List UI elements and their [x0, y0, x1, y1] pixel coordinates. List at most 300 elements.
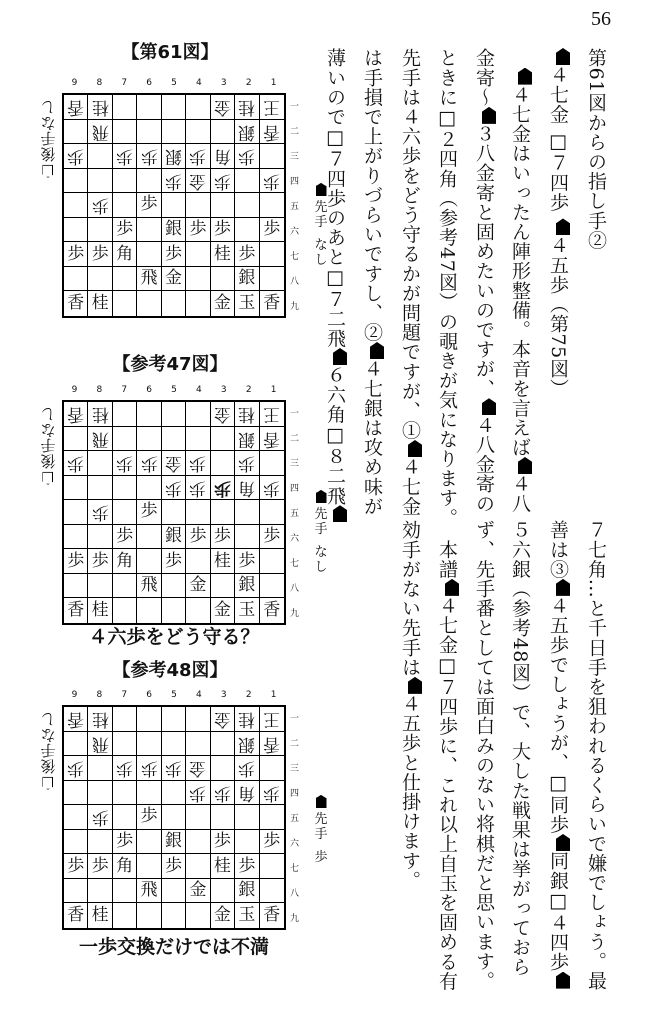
board-square — [113, 854, 137, 879]
board-square — [235, 598, 259, 623]
file-label: 4 — [196, 385, 202, 395]
gote-piece: 桂 — [238, 97, 256, 118]
board-square — [113, 427, 137, 452]
rank-label: 四 — [290, 177, 300, 187]
gote-piece: 飛 — [91, 121, 109, 142]
gote-piece: 歩 — [263, 477, 281, 498]
file-label: 2 — [245, 690, 252, 700]
board-square — [137, 144, 161, 169]
diagram-subcaption: ４六歩をどう守る？ — [88, 626, 260, 648]
sente-piece: 飛 — [140, 575, 158, 596]
board-square — [113, 242, 137, 267]
gote-piece: 歩 — [116, 453, 134, 474]
board-square — [186, 218, 210, 243]
board-square — [260, 427, 284, 452]
board-square — [235, 756, 259, 781]
board-square — [235, 525, 259, 550]
board-square — [211, 144, 235, 169]
sente-marker-icon — [482, 398, 496, 415]
rank-label: 六 — [290, 227, 300, 237]
board-square — [260, 756, 284, 781]
board-square — [113, 549, 137, 574]
gote-piece: 歩 — [140, 758, 158, 779]
sente-piece: 香 — [67, 600, 85, 621]
board-square — [186, 525, 210, 550]
sente-piece: 歩 — [67, 550, 85, 571]
board-square — [211, 598, 235, 623]
gote-marker-icon — [43, 165, 54, 178]
board-square — [211, 756, 235, 781]
gote-piece: 角 — [213, 146, 231, 167]
board-square — [235, 218, 259, 243]
hand-char: し — [40, 404, 56, 423]
board-square — [211, 218, 235, 243]
board-square — [211, 451, 235, 476]
gote-piece: 香 — [67, 709, 85, 730]
gote-piece: 金 — [213, 709, 231, 730]
rank-label: 四 — [290, 484, 300, 494]
board-square — [162, 903, 186, 928]
sente-piece: 玉 — [238, 905, 256, 926]
file-label: 8 — [96, 78, 103, 88]
sente-marker-icon — [333, 348, 347, 365]
rank-label: 一 — [290, 714, 300, 724]
sente-piece: 歩 — [116, 219, 134, 240]
sente-piece: 角 — [116, 243, 134, 264]
gote-piece: 香 — [67, 97, 85, 118]
board-square — [137, 169, 161, 194]
diagram-caption: 【参考48図】 — [112, 660, 228, 681]
board-square — [88, 805, 112, 830]
board-square — [211, 781, 235, 806]
file-label: 8 — [96, 690, 103, 700]
sente-marker-icon — [556, 834, 570, 851]
board-square — [88, 291, 112, 316]
board-square — [162, 732, 186, 757]
board-square — [64, 879, 88, 904]
sente-piece: 歩 — [213, 526, 231, 547]
board-square — [64, 574, 88, 599]
rank-label: 九 — [290, 609, 300, 619]
board-square — [64, 549, 88, 574]
rank-label: 三 — [290, 152, 300, 162]
gote-marker-icon — [43, 777, 54, 790]
board-square — [235, 291, 259, 316]
board-square — [113, 451, 137, 476]
sente-hand — [312, 795, 330, 866]
gote-piece: 金 — [213, 97, 231, 118]
gote-piece: 歩 — [238, 758, 256, 779]
hand-char: し — [314, 559, 328, 575]
board-square — [88, 549, 112, 574]
gote-piece: 角 — [238, 477, 256, 498]
file-label: 9 — [71, 385, 78, 395]
file-label: 5 — [171, 385, 177, 395]
board-square — [88, 854, 112, 879]
sente-piece: 角 — [116, 550, 134, 571]
board-square — [137, 267, 161, 292]
board-square — [186, 402, 210, 427]
sente-piece: 歩 — [67, 855, 85, 876]
board-square — [186, 549, 210, 574]
board-square — [64, 402, 88, 427]
gote-piece: 歩 — [263, 170, 281, 191]
board-square — [211, 242, 235, 267]
gote-piece: 歩 — [164, 758, 182, 779]
file-label: 5 — [171, 690, 177, 700]
gote-piece: 桂 — [238, 709, 256, 730]
board-square — [162, 854, 186, 879]
board-square — [260, 903, 284, 928]
sente-piece: 桂 — [91, 293, 109, 314]
board-square — [64, 805, 88, 830]
board-square — [235, 805, 259, 830]
board-square — [162, 707, 186, 732]
board-square — [162, 169, 186, 194]
board-square — [235, 193, 259, 218]
sente-piece: 銀 — [238, 575, 256, 596]
board-square — [260, 549, 284, 574]
board-square — [64, 169, 88, 194]
file-label: 2 — [245, 385, 252, 395]
board-square — [113, 903, 137, 928]
sente-piece: 銀 — [164, 526, 182, 547]
board-square — [137, 242, 161, 267]
board-square — [211, 402, 235, 427]
gote-piece: 歩 — [67, 758, 85, 779]
board-square — [162, 218, 186, 243]
board-square — [260, 242, 284, 267]
text-column: 第61図からの指し手② — [585, 48, 607, 250]
board-square — [64, 242, 88, 267]
gote-piece: 歩 — [116, 758, 134, 779]
board-square — [64, 267, 88, 292]
board-square — [235, 879, 259, 904]
gote-piece: 歩 — [91, 195, 109, 216]
board-square — [186, 781, 210, 806]
gote-piece: 銀 — [238, 733, 256, 754]
board-square — [88, 500, 112, 525]
board-square — [235, 732, 259, 757]
gote-piece: 歩 — [140, 453, 158, 474]
text-column: ７七角…と千日手を狙われるくらいで嫌でしょう。最 — [585, 520, 607, 991]
board-square — [162, 291, 186, 316]
shogi-diagram — [18, 690, 328, 930]
rank-labels — [290, 93, 304, 318]
shogi-diagram — [18, 385, 328, 625]
sente-piece: 歩 — [116, 831, 134, 852]
board-square — [113, 193, 137, 218]
board-square — [64, 500, 88, 525]
board-square — [162, 95, 186, 120]
rank-label: 五 — [290, 509, 300, 519]
hand-char: な — [314, 544, 328, 560]
board-square — [64, 854, 88, 879]
board-square — [211, 169, 235, 194]
board-square — [88, 707, 112, 732]
sente-piece: 歩 — [91, 550, 109, 571]
board-square — [64, 95, 88, 120]
board-square — [186, 169, 210, 194]
board-square — [186, 756, 210, 781]
gote-piece: 金 — [213, 404, 231, 425]
board-square — [88, 193, 112, 218]
board-square — [186, 144, 210, 169]
file-label: 1 — [270, 690, 277, 700]
board-square — [211, 879, 235, 904]
board-square — [162, 781, 186, 806]
text-column: ず、先手番としては面白みのない将棋だと思います。 — [473, 520, 495, 991]
board-square — [88, 830, 112, 855]
board-square — [113, 574, 137, 599]
board-square — [235, 781, 259, 806]
sente-marker-icon — [316, 795, 327, 808]
board-square — [186, 903, 210, 928]
rank-label: 二 — [290, 434, 300, 444]
rank-label: 七 — [290, 559, 300, 569]
board-square — [186, 291, 210, 316]
gote-piece: 歩 — [140, 146, 158, 167]
gote-piece: 歩 — [189, 477, 207, 498]
board-square — [137, 402, 161, 427]
gote-hand — [38, 98, 58, 178]
sente-piece: 香 — [263, 600, 281, 621]
board-square — [88, 95, 112, 120]
board-square — [113, 95, 137, 120]
board-square — [260, 95, 284, 120]
gote-piece: 歩 — [189, 782, 207, 803]
text-column: 本譜４七金□７四歩に、これ以上自玉を固める有 — [436, 520, 458, 991]
board-square — [211, 476, 235, 501]
hand-char: 後 — [40, 145, 56, 163]
board-square — [113, 830, 137, 855]
sente-piece: 金 — [189, 880, 207, 901]
sente-piece: 歩 — [263, 219, 281, 240]
board-square — [260, 525, 284, 550]
board-square — [235, 267, 259, 292]
hand-char: 後 — [40, 757, 56, 775]
gote-piece: 王 — [263, 97, 281, 118]
sente-piece: 金 — [213, 600, 231, 621]
board-square — [235, 549, 259, 574]
gote-piece: 歩 — [238, 146, 256, 167]
board-square — [211, 500, 235, 525]
gote-piece: 飛 — [91, 428, 109, 449]
gote-piece: 歩 — [213, 782, 231, 803]
board-square — [88, 732, 112, 757]
board-square — [211, 549, 235, 574]
board-square — [137, 854, 161, 879]
board-square — [186, 476, 210, 501]
board-square — [137, 476, 161, 501]
sente-piece: 歩 — [140, 194, 158, 215]
board-square — [260, 169, 284, 194]
text-column: は手損で上がりづらいですし、②４七銀は攻め味が — [361, 48, 383, 516]
board-square — [260, 451, 284, 476]
sente-piece: 角 — [116, 855, 134, 876]
gote-piece: 桂 — [91, 709, 109, 730]
board-square — [162, 756, 186, 781]
sente-marker-icon — [445, 579, 459, 596]
board-square — [211, 732, 235, 757]
hand-char: し — [314, 252, 328, 268]
board-square — [64, 781, 88, 806]
gote-piece: 歩 — [189, 453, 207, 474]
board-square — [162, 144, 186, 169]
diagram-caption: 【第61図】 — [121, 42, 219, 63]
board-square — [88, 451, 112, 476]
hand-char: し — [40, 97, 56, 116]
sente-piece: 桂 — [91, 600, 109, 621]
board-square — [260, 291, 284, 316]
sente-piece: 銀 — [164, 219, 182, 240]
board-square — [162, 193, 186, 218]
hand-char: な — [40, 725, 56, 744]
board-square — [64, 903, 88, 928]
sente-piece: 香 — [67, 293, 85, 314]
file-labels — [62, 385, 286, 399]
shogi-board — [62, 400, 286, 625]
board-square — [64, 707, 88, 732]
board-square — [137, 781, 161, 806]
board-square — [64, 218, 88, 243]
board-square — [260, 144, 284, 169]
board-square — [260, 574, 284, 599]
gote-piece: 歩 — [189, 146, 207, 167]
gote-piece: 歩 — [67, 453, 85, 474]
board-square — [137, 218, 161, 243]
sente-marker-icon — [408, 440, 422, 457]
hand-char: 先 — [314, 811, 328, 827]
board-square — [88, 169, 112, 194]
rank-label: 四 — [290, 789, 300, 799]
sente-marker-icon — [518, 457, 532, 474]
board-square — [162, 427, 186, 452]
board-square — [113, 267, 137, 292]
rank-label: 八 — [290, 277, 300, 287]
board-square — [260, 476, 284, 501]
sente-piece: 歩 — [116, 526, 134, 547]
board-square — [64, 451, 88, 476]
gote-piece: 銀 — [238, 428, 256, 449]
board-square — [162, 242, 186, 267]
gote-piece: 歩 — [116, 146, 134, 167]
sente-piece: 桂 — [91, 905, 109, 926]
board-square — [260, 193, 284, 218]
hand-char: し — [40, 709, 56, 728]
rank-label: 二 — [290, 739, 300, 749]
board-square — [235, 903, 259, 928]
board-square — [88, 242, 112, 267]
board-square — [186, 879, 210, 904]
board-square — [211, 830, 235, 855]
board-square — [64, 525, 88, 550]
gote-piece: 香 — [67, 404, 85, 425]
file-label: 1 — [270, 385, 277, 395]
sente-piece: 金 — [213, 905, 231, 926]
rank-label: 三 — [290, 764, 300, 774]
board-square — [137, 756, 161, 781]
board-square — [137, 291, 161, 316]
sente-piece: 歩 — [189, 219, 207, 240]
board-square — [186, 267, 210, 292]
board-square — [260, 732, 284, 757]
board-square — [113, 781, 137, 806]
file-label: 6 — [146, 385, 152, 395]
sente-marker-icon — [408, 677, 422, 694]
rank-label: 七 — [290, 864, 300, 874]
board-square — [113, 732, 137, 757]
board-square — [186, 732, 210, 757]
board-square — [64, 193, 88, 218]
board-square — [88, 120, 112, 145]
sente-marker-icon — [370, 342, 384, 359]
board-square — [260, 120, 284, 145]
board-square — [211, 903, 235, 928]
board-square — [260, 500, 284, 525]
board-square — [88, 267, 112, 292]
gote-piece: 王 — [263, 404, 281, 425]
board-square — [235, 707, 259, 732]
sente-piece: 香 — [263, 905, 281, 926]
diagram-caption: 【参考47図】 — [112, 354, 228, 375]
file-label: 9 — [71, 690, 78, 700]
hand-char: な — [314, 237, 328, 253]
board-square — [162, 402, 186, 427]
board-square — [260, 598, 284, 623]
gote-piece: 歩 — [67, 146, 85, 167]
board-square — [88, 781, 112, 806]
rank-label: 一 — [290, 409, 300, 419]
board-square — [137, 525, 161, 550]
text-column: ４七金 □７四歩 ４五歩（第75図） — [548, 48, 570, 398]
board-square — [235, 854, 259, 879]
board-square — [162, 549, 186, 574]
board-square — [137, 598, 161, 623]
file-labels — [62, 690, 286, 704]
sente-piece: 玉 — [238, 293, 256, 314]
board-square — [260, 854, 284, 879]
gote-piece: 桂 — [91, 404, 109, 425]
text-column: ときに□２四角（参考47図）の覗きが気になります。 — [436, 48, 458, 528]
board-square — [137, 830, 161, 855]
board-square — [235, 144, 259, 169]
board-square — [162, 267, 186, 292]
board-square — [186, 427, 210, 452]
board-square — [235, 427, 259, 452]
board-square — [137, 500, 161, 525]
board-square — [137, 193, 161, 218]
board-square — [211, 427, 235, 452]
rank-label: 九 — [290, 302, 300, 312]
board-square — [186, 707, 210, 732]
board-square — [88, 903, 112, 928]
board-square — [137, 805, 161, 830]
board-square — [235, 830, 259, 855]
file-label: 7 — [121, 385, 128, 395]
board-square — [162, 830, 186, 855]
sente-piece: 歩 — [238, 855, 256, 876]
board-square — [64, 732, 88, 757]
file-label: 1 — [270, 78, 277, 88]
sente-piece: 銀 — [238, 268, 256, 289]
gote-piece: 銀 — [164, 146, 182, 167]
sente-piece: 金 — [164, 268, 182, 289]
board-square — [88, 879, 112, 904]
hand-char: 先 — [314, 199, 328, 215]
sente-piece: 歩 — [263, 831, 281, 852]
rank-label: 六 — [290, 534, 300, 544]
